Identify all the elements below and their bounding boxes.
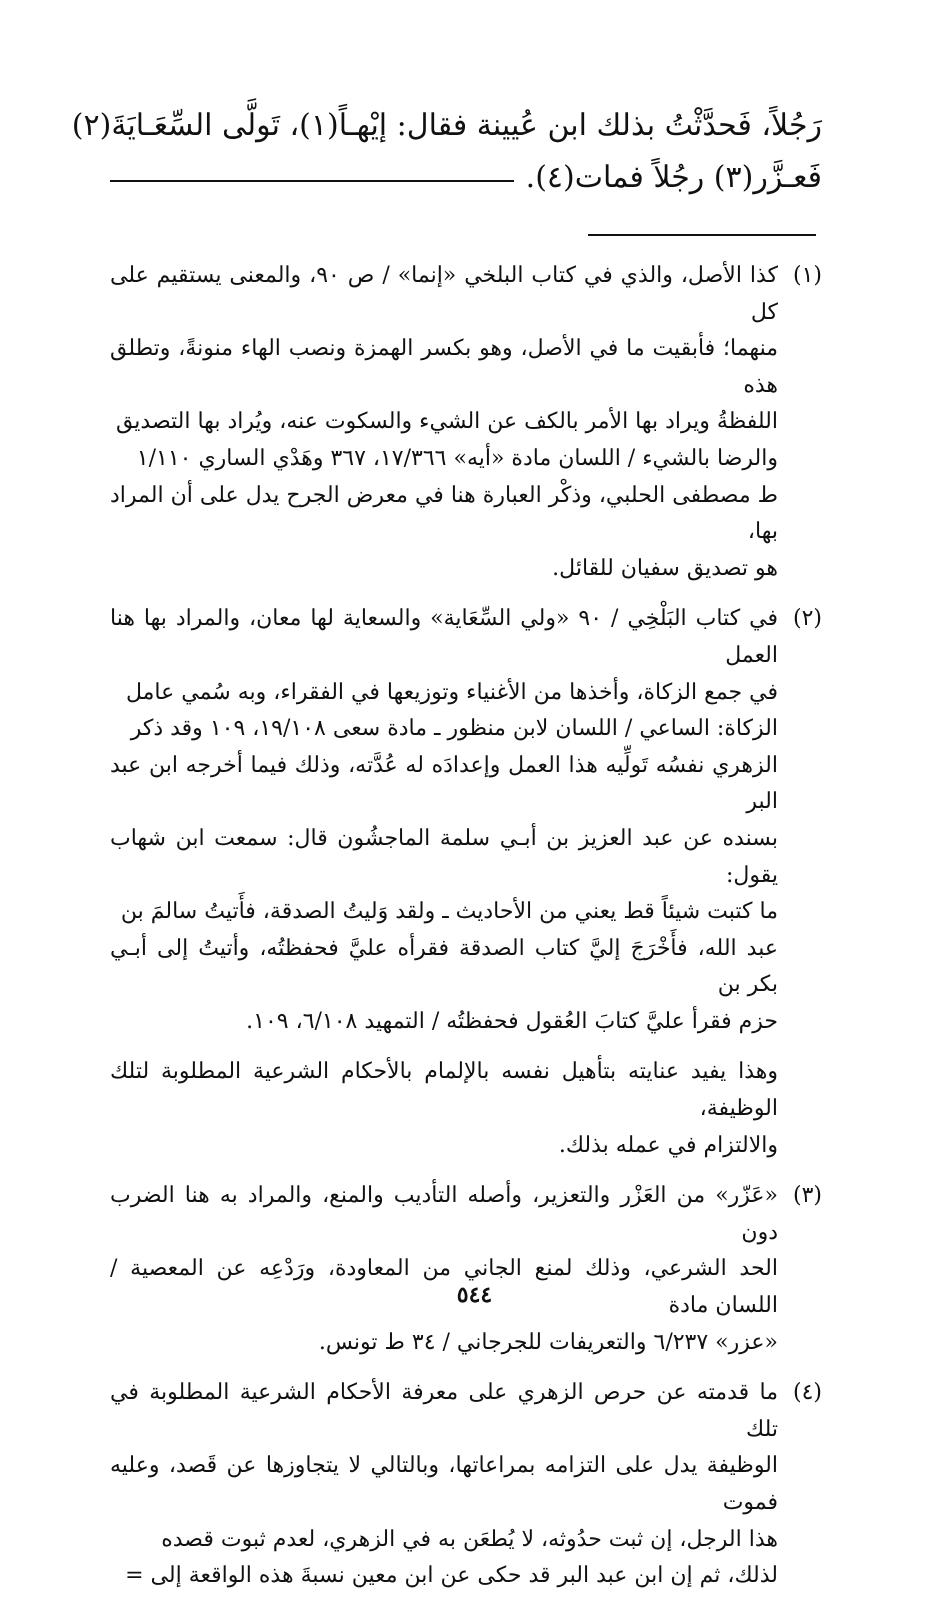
footnote-line: الزكاة: الساعي / اللسان لابن منظور ـ مادة سعى ١٩/١٠٨، ١٠٩ وقد ذكر [130,716,778,742]
footnote-body [110,1375,778,1595]
footnote-line: الحد الشرعي، وذلك لمنع الجاني من المعاودة، ورَدْعِه عن المعصية / اللسان مادة [110,1256,778,1319]
footnote-line: «عزر» ٦/٢٣٧ والتعريفات للجرجاني / ٣٤ ط تونس. [318,1329,778,1355]
footnote [110,601,822,1040]
footnote-number: (٣) [792,1183,822,1209]
footnote-line: ط مصطفى الحلبي، وذكْر العبارة هنا في معرض الجرح يدل على أن المراد بها، [110,482,778,545]
footnote [110,1375,822,1595]
footnote-line: والالتزام في عمله بذلك. [558,1132,778,1158]
trailing-rule [110,180,514,182]
footnotes [110,258,822,1609]
footnote-continuation-paragraph [110,1054,822,1164]
footnote-line: ما كتبت شيئاً قط يعني من الأحاديث ـ ولقد وَليتُ الصدقة، فأَتيتُ سالمَ بن [120,899,778,925]
footnote-line: والرضا بالشيء / اللسان مادة «أيه» ١٧/٣٦٦، ٣٦٧ وهَدْي الساري ١/١١٠ [136,445,778,471]
footnote-body [110,258,778,587]
footnote-line: الوظيفة يدل على التزامه بمراعاتها، وبالتالي لا يتجاوزها عن قَصد، وعليه فموت [110,1453,778,1515]
footnote-line: الزهري نفسُه تَولِّيه هذا العمل وإعدادَه له عُدَّته، وذلك فيما أخرجه ابن عبد البر [110,752,778,815]
footnote [110,1178,822,1361]
footnote-line: هذا الرجل، إن ثبت حدُوثه، لا يُطعَن به في الزهري، لعدم ثبوت قصده [161,1526,778,1552]
footnote-line: هو تصديق سفيان للقائل. [552,555,778,581]
footnote-line: وهذا يفيد عنايته بتأهيل نفسه بالإلمام بالأحكام الشرعية المطلوبة لتلك الوظيفة، [110,1059,778,1122]
footnote-line: في كتاب البَلْخِي / ٩٠ «ولي السِّعَاية» والسعاية لها معان، والمراد بها هنا العمل [110,606,778,668]
footnote-line: اللفظةُ ويراد بها الأمر بالكف عن الشيء والسكوت عنه، ويُراد بها التصديق [115,409,778,435]
footnote-line: في جمع الزكاة، وأخذها من الأغنياء وتوزيعها في الفقراء، وبه سُمي عامل [125,679,778,705]
footnote-line: لذلك، ثم إن ابن عبد البر قد حكى عن ابن معين نسبةَ هذه الواقعة إلى = [125,1563,778,1589]
footnote-number: (١) [792,263,822,288]
footnote-body [110,1178,778,1361]
footnote-line: كذا الأصل، والذي في كتاب البلخي «إنما» / ص ٩٠، والمعنى يستقيم على كل [110,263,779,325]
main-text-line-content: فَعـزَّر(٣) رجُلاً فمات(٤). [525,160,822,195]
footnote [110,258,822,587]
main-text-line: رَجُلاً، فَحدَّثْتُ بذلك ابن عُيينة فقال: إيْهـاً(١)، تَولَّى السِّعَـايَةَ(٢) [71,108,822,143]
main-text [71,100,822,204]
footnote-line: ما قدمته عن حرص الزهري على معرفة الأحكام الشرعية المطلوبة في تلك [110,1380,778,1442]
footnote-body [110,601,778,1040]
footnote-line: منهما؛ فأبقيت ما في الأصل، وهو بكسر الهمزة ونصب الهاء منونةً، وتطلق هذه [110,336,778,398]
footnote-line: عبد الله، فأَخْرَجَ إليَّ كتاب الصدقة فقرأه عليَّ فحفظتُه، وأتيتُ إلى أبـي بكر بن [110,935,778,998]
footnote-number: (٢) [792,606,822,632]
footnote-number: (٤) [792,1380,822,1406]
footnote-line: بسنده عن عبد العزيز بن أبـي سلمة الماجشُون قال: سمعت ابن شهاب يقول: [110,825,778,888]
main-text-line [110,152,822,204]
footnote-line: «عَزّر» من العَزْر والتعزير، وأصله التأديب والمنع، والمراد به هنا الضرب دون [110,1183,778,1245]
footnote-separator [588,234,816,236]
page-number: ٥٤٤ [456,1282,493,1308]
footnote-line: حزم فقرأ عليَّ كتابَ العُقول فحفظتُه / التمهيد ٦/١٠٨، ١٠٩. [246,1008,778,1034]
